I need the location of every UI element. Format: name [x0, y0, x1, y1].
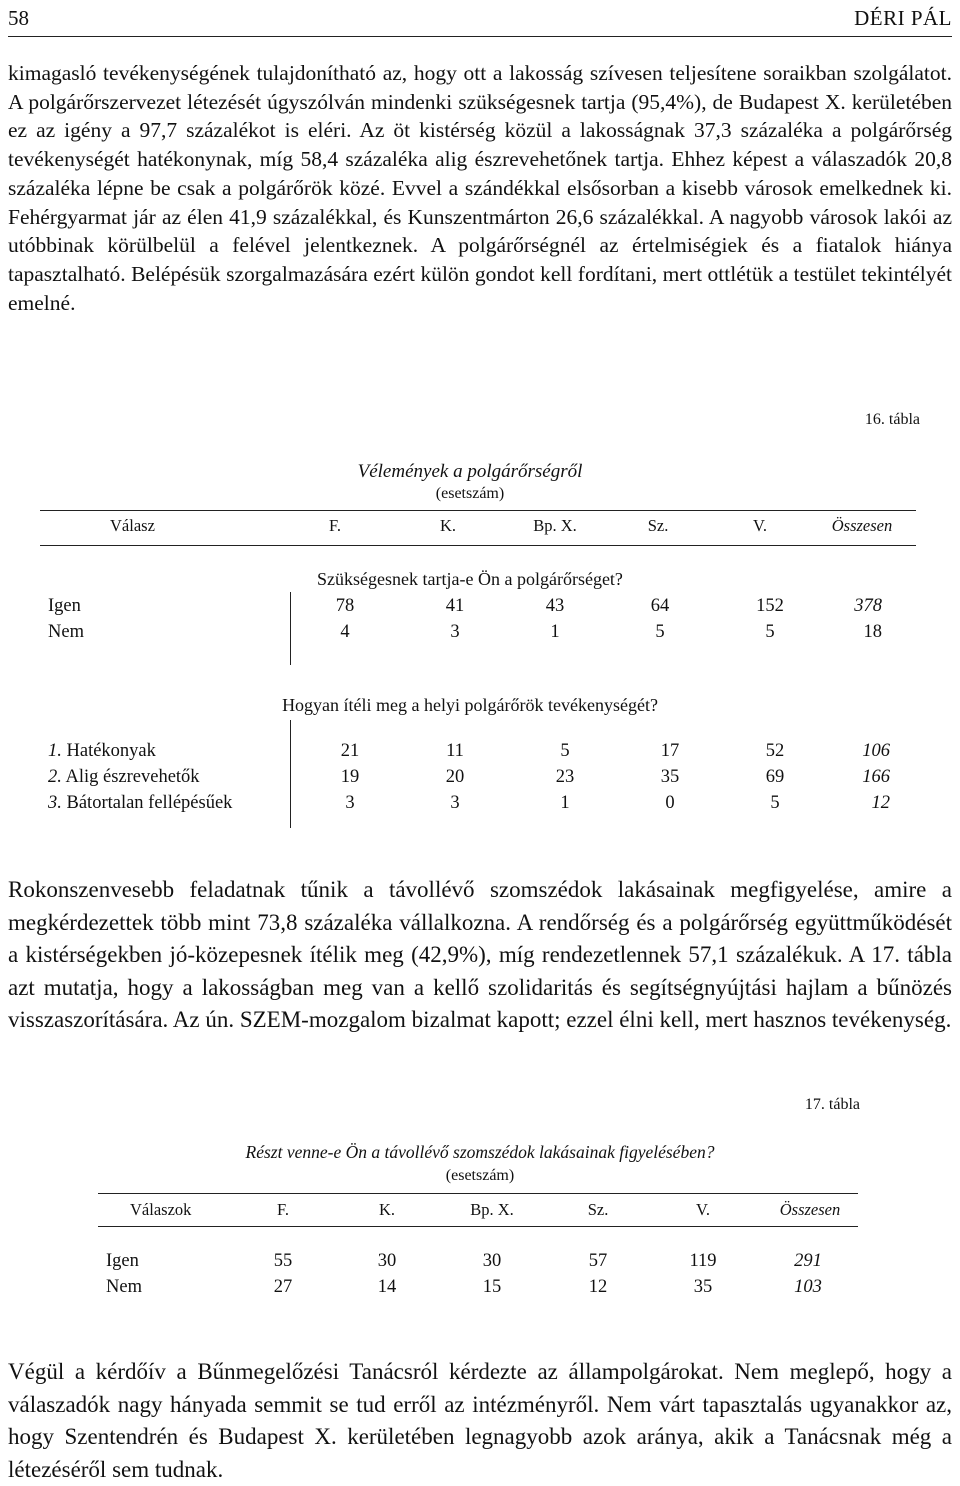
- row-label: Nem: [106, 1277, 142, 1297]
- header-bottom-rule: [40, 545, 916, 546]
- table-top-rule: [98, 1193, 858, 1194]
- cell: 20: [445, 767, 465, 787]
- cell: 3: [450, 622, 460, 642]
- cell: 43: [545, 596, 565, 616]
- table-number: 17. tábla: [804, 1096, 860, 1113]
- cell: 23: [555, 767, 575, 787]
- cell: 11: [446, 741, 464, 761]
- row-label: 1. Hatékonyak: [48, 741, 156, 761]
- row-label: Nem: [48, 622, 84, 642]
- column-header-v: V.: [753, 516, 767, 535]
- running-header: [8, 6, 952, 36]
- cell: 35: [693, 1277, 713, 1297]
- cell: 52: [765, 741, 785, 761]
- cell: 19: [340, 767, 360, 787]
- row-label: Igen: [106, 1251, 139, 1271]
- cell-total: 103: [794, 1277, 822, 1297]
- cell: 55: [273, 1251, 293, 1271]
- column-divider: [290, 592, 291, 665]
- column-header-sz: Sz.: [587, 1200, 609, 1219]
- column-header-f: F.: [329, 516, 341, 535]
- column-header-bpx: Bp. X.: [470, 1200, 514, 1219]
- column-header-k: K.: [378, 1200, 396, 1219]
- page-number: 58: [8, 6, 29, 30]
- table-title: Vélemények a polgárőrségről: [357, 461, 583, 482]
- column-header-valasz: Válasz: [110, 516, 155, 535]
- column-header-bpx: Bp. X.: [533, 516, 577, 535]
- cell: 27: [273, 1277, 293, 1297]
- row-label: Igen: [48, 596, 81, 616]
- column-divider: [290, 720, 291, 828]
- table-subtitle: (esetszám): [435, 485, 505, 502]
- cell: 3: [450, 793, 460, 813]
- cell: 152: [756, 596, 784, 616]
- cell-total: 291: [794, 1251, 822, 1271]
- cell: 69: [765, 767, 785, 787]
- cell: 5: [560, 741, 570, 761]
- cell: 41: [445, 596, 465, 616]
- column-header-osszesen: Összesen: [831, 516, 893, 535]
- column-header-k: K.: [439, 516, 457, 535]
- cell-total: 378: [854, 596, 882, 616]
- paragraph-1: kimagasló tevékenységének tulajdonítható az, hogy ott a lakosság szívesen teljesítene soraikban szolgálatot. A polgárőrszervezet létezését úgyszólván mindenki szükségesnek tartja (95,4%), de Budapest X. kerületében ez az igény a 97,7 százalékot is eléri. Az öt kistérség közül a lakosságnak 37,3 százaléka a polgárőrség tevékenységét hatékonynak, míg 58,4 százaléka alig észrevehetőnek tartja. Ehhez képest a válaszadók 20,8 százaléka lépne be csak a polgárőrök közé. Evvel a szándékkal elsősorban a kisebb városok emelkednek ki. Fehérgyarmat jár az élen 41,9 százalékkal, és Kunszentmárton 26,6 százalékkal. A nagyobb városok lakói az utóbbinak körülbelül a felével jelentkeznek. A polgárőrségnél az értelmiségiek és a fiatalok hiánya tapasztalható. Belépésük szorgalmazására ezért külön gondot kell fordítani, mert ottlétük a testület tekintélyét emelné.: [8, 61, 952, 315]
- cell: 12: [588, 1277, 608, 1297]
- column-header-osszesen: Összesen: [779, 1200, 841, 1219]
- cell: 1: [560, 793, 570, 813]
- cell-total: 106: [862, 741, 890, 761]
- column-header-valaszok: Válaszok: [130, 1200, 192, 1219]
- cell: 35: [660, 767, 680, 787]
- cell: 0: [665, 793, 675, 813]
- cell: 17: [660, 741, 680, 761]
- header-rule: [8, 36, 952, 37]
- cell: 14: [377, 1277, 397, 1297]
- cell: 1: [550, 622, 560, 642]
- cell: 4: [340, 622, 350, 642]
- cell: 3: [345, 793, 355, 813]
- row-label: 2. Alig észrevehetők: [48, 767, 200, 787]
- column-header-sz: Sz.: [647, 516, 669, 535]
- cell: 5: [655, 622, 665, 642]
- column-header-f: F.: [277, 1200, 289, 1219]
- cell: 78: [335, 596, 355, 616]
- column-header-v: V.: [696, 1200, 710, 1219]
- question-1: Szükségesnek tartja-e Ön a polgárőrséget?: [317, 569, 623, 589]
- running-author: DÉRI PÁL: [854, 6, 952, 30]
- cell: 5: [765, 622, 775, 642]
- paragraph-3: Végül a kérdőív a Bűnmegelőzési Tanácsról kérdezte az állampolgárokat. Nem meglepő, hogy a válaszadók nagy hányada semmit se tud erről az intézményről. Nem várt tapasztalás ugyanakkor az, hogy Szentendrén és Budapest X. kerületében legnagyobb azok aránya, akik a Tanácsnak még a létezéséről sem tudnak.: [8, 1359, 952, 1482]
- paragraph-2: Rokonszenvesebb feladatnak tűnik a távollévő szomszédok lakásainak megfigyelése, amire a megkérdezettek több mint 73,8 százaléka vállalkozna. A rendőrség és a polgárőrség együttműködését a kistérségekben jó-közepesnek ítélik meg (42,9%), míg rendezetlennek 57,1 százalékuk. A 17. tábla azt mutatja, hogy a lakosságban meg van a kellő szolidaritás és segítségnyújtási hajlam a bűnözés visszaszorítására. Az ún. SZEM-mozgalom bizalmat kapott; ezzel élni kell, mert hasznos tevékenység.: [8, 877, 952, 1032]
- cell: 5: [770, 793, 780, 813]
- header-bottom-rule: [98, 1226, 858, 1227]
- cell: 15: [482, 1277, 502, 1297]
- cell-total: 166: [862, 767, 890, 787]
- table-subtitle: (esetszám): [445, 1167, 515, 1184]
- cell: 21: [340, 741, 360, 761]
- question-2: Hogyan ítéli meg a helyi polgárőrök tevékenységét?: [282, 695, 658, 715]
- cell-total: 18: [863, 622, 882, 642]
- row-label: 3. Bátortalan fellépésűek: [48, 793, 233, 813]
- cell: 64: [650, 596, 670, 616]
- cell: 30: [482, 1251, 502, 1271]
- cell: 57: [588, 1251, 608, 1271]
- table-number: 16. tábla: [864, 411, 920, 428]
- cell: 30: [377, 1251, 397, 1271]
- table-top-rule: [40, 510, 916, 511]
- cell-total: 12: [871, 793, 890, 813]
- table-title: Részt venne-e Ön a távollévő szomszédok lakásainak figyelésében?: [245, 1142, 715, 1162]
- cell: 119: [689, 1251, 717, 1271]
